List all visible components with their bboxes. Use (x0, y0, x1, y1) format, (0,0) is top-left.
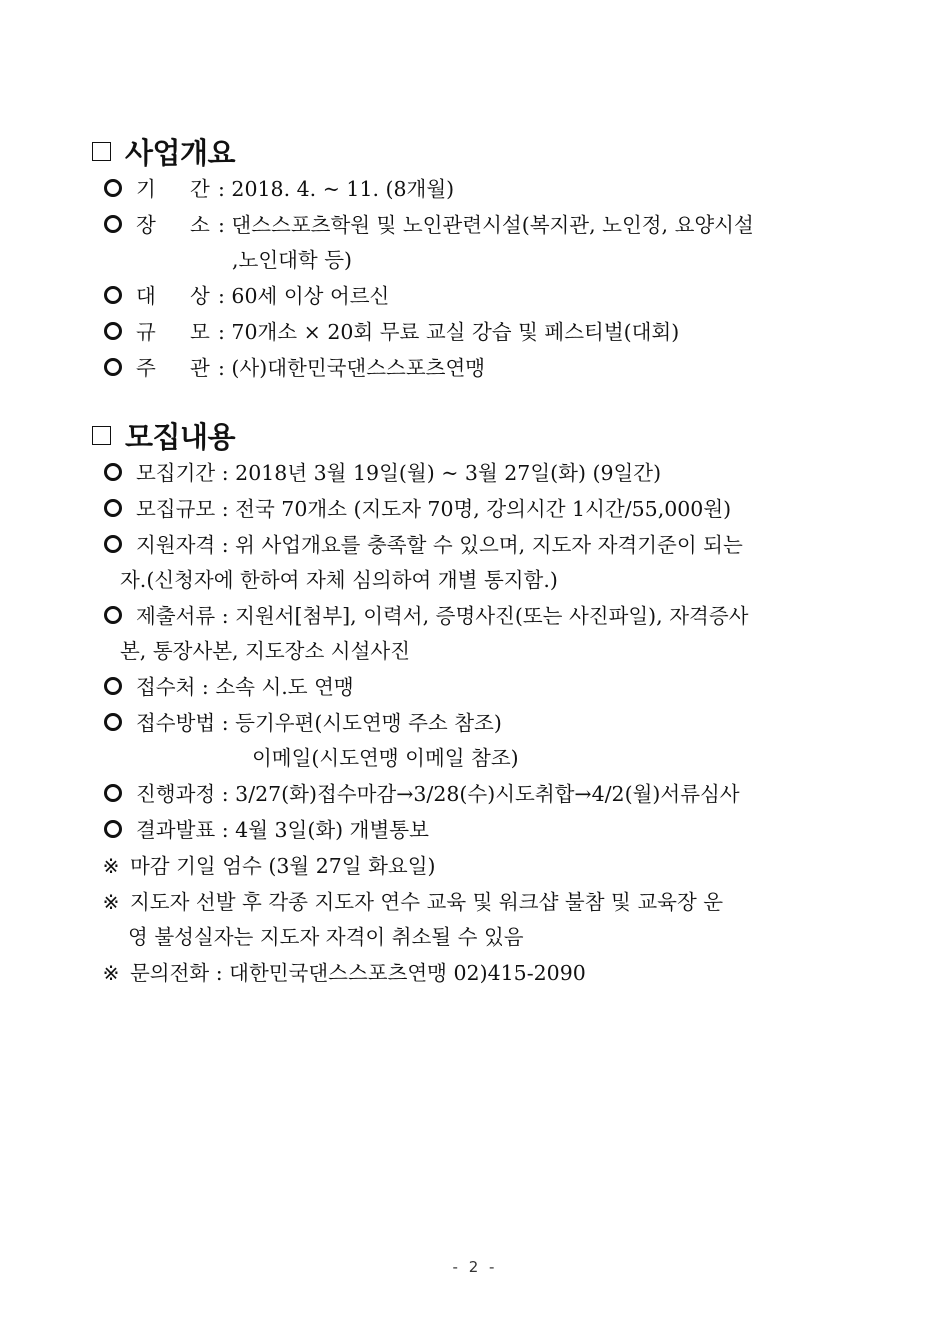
overview-item-scale: 규 모 : 70개소 × 20회 무료 교실 강습 및 페스티벌(대회) (104, 319, 679, 345)
circle-bullet-icon (104, 820, 122, 838)
recruit-item-method: 접수방법 : 등기우편(시도연맹 주소 참조) (104, 710, 502, 736)
circle-bullet-icon (104, 535, 122, 553)
checkbox-square-icon (92, 426, 111, 445)
recruit-item-eligibility-continued: 자.(신청자에 한하여 자체 심의하여 개별 통지함.) (120, 568, 558, 592)
overview-item-host: 주 관 : (사)대한민국댄스스포츠연맹 (104, 355, 485, 381)
circle-bullet-icon (104, 322, 122, 340)
recruit-item-period: 모집기간 : 2018년 3월 19일(월) ~ 3월 27일(화) (9일간) (104, 460, 661, 486)
note-disqualification: ※ 지도자 선발 후 각종 지도자 연수 교육 및 워크샵 불참 및 교육장 운 (100, 889, 723, 915)
recruit-item-result: 결과발표 : 4월 3일(화) 개별통보 (104, 817, 429, 843)
circle-bullet-icon (104, 677, 122, 695)
circle-bullet-icon (104, 713, 122, 731)
reference-mark-icon: ※ (102, 854, 120, 878)
note-contact: ※ 문의전화 : 대한민국댄스스포츠연맹 02)415-2090 (100, 960, 586, 986)
checkbox-square-icon (92, 142, 111, 161)
note-disqualification-continued: 영 불성실자는 지도자 자격이 취소될 수 있음 (128, 925, 524, 949)
reference-mark-icon: ※ (102, 961, 120, 985)
section-title-recruitment (92, 415, 235, 456)
recruit-item-documents: 제출서류 : 지원서[첨부], 이력서, 증명사진(또는 사진파일), 자격증사 (104, 603, 748, 629)
recruit-item-eligibility: 지원자격 : 위 사업개요를 충족할 수 있으며, 지도자 자격기준이 되는 (104, 532, 860, 558)
recruit-item-office: 접수처 : 소속 시.도 연맹 (104, 674, 354, 700)
circle-bullet-icon (104, 499, 122, 517)
overview-item-period: 기 간 : 2018. 4. ~ 11. (8개월) (104, 176, 454, 202)
circle-bullet-icon (104, 463, 122, 481)
recruit-item-process: 진행과정 : 3/27(화)접수마감→3/28(수)시도취합→4/2(월)서류심사 (104, 781, 740, 807)
section-title-text: 사업개요 (125, 136, 236, 170)
recruit-item-method-continued: 이메일(시도연맹 이메일 참조) (252, 746, 519, 770)
overview-item-target: 대 상 : 60세 이상 어르신 (104, 283, 389, 309)
reference-mark-icon: ※ (102, 890, 120, 914)
circle-bullet-icon (104, 358, 122, 376)
circle-bullet-icon (104, 215, 122, 233)
overview-item-place: 장 소 : 댄스스포츠학원 및 노인관련시설(복지관, 노인정, 요양시설 (104, 212, 754, 238)
circle-bullet-icon (104, 606, 122, 624)
recruit-item-documents-continued: 본, 통장사본, 지도장소 시설사진 (120, 639, 411, 663)
circle-bullet-icon (104, 784, 122, 802)
section-title-text: 모집내용 (125, 420, 236, 454)
circle-bullet-icon (104, 286, 122, 304)
section-title-business-overview (92, 131, 235, 172)
overview-item-place-continued: ,노인대학 등) (232, 248, 353, 272)
recruit-item-scale: 모집규모 : 전국 70개소 (지도자 70명, 강의시간 1시간/55,000원) (104, 496, 731, 522)
note-deadline: ※ 마감 기일 엄수 (3월 27일 화요일) (100, 853, 436, 879)
page-number: - 2 - (452, 1258, 498, 1276)
circle-bullet-icon (104, 179, 122, 197)
